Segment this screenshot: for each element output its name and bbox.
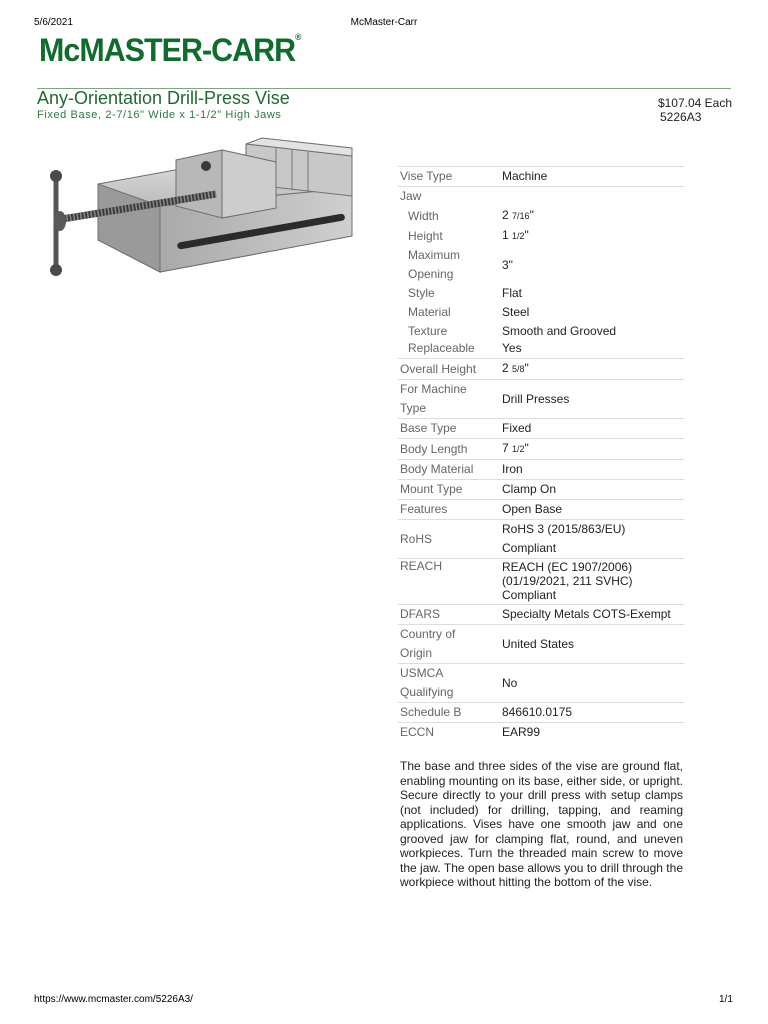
- spec-row-vise-type: [398, 167, 684, 187]
- page-number: 1/1: [719, 994, 733, 1005]
- spec-row-country: [398, 625, 684, 664]
- spec-label: Features: [398, 500, 500, 520]
- spec-value: Steel: [502, 305, 530, 319]
- spec-row-features: [398, 500, 684, 520]
- spec-row-body-material: [398, 460, 684, 480]
- spec-label: USMCA Qualifying: [398, 664, 500, 703]
- spec-value: Smooth and Grooved: [502, 324, 617, 338]
- spec-value: REACH (EC 1907/2006) (01/19/2021, 211 SVHC) Compliant: [500, 559, 684, 605]
- spec-value: 2 7/16": [502, 208, 534, 222]
- product-subtitle: Fixed Base, 2-7/16" Wide x 1-1/2" High Jaws: [37, 109, 282, 121]
- spec-row-height: [398, 226, 684, 246]
- spec-row-material: [398, 303, 684, 322]
- spec-value: Clamp On: [500, 480, 684, 500]
- spec-label: Width: [408, 208, 439, 223]
- spec-row-jaw: [398, 187, 684, 207]
- spec-row-reach: [398, 559, 684, 605]
- spec-row-texture: [398, 322, 684, 341]
- spec-row-eccn: [398, 723, 684, 743]
- spec-value: Flat: [502, 286, 523, 300]
- spec-row-schedule-b: [398, 703, 684, 723]
- spec-value: 3": [502, 257, 513, 272]
- spec-value: EAR99: [502, 725, 541, 739]
- footer-url[interactable]: https://www.mcmaster.com/5226A3/: [34, 994, 193, 1005]
- spec-label: RoHS: [398, 520, 500, 559]
- print-title: McMaster-Carr: [350, 17, 418, 28]
- specifications-table: [398, 166, 684, 742]
- spec-row-style: [398, 284, 684, 303]
- spec-value: Drill Presses: [500, 380, 684, 419]
- spec-value: Iron: [500, 460, 684, 480]
- spec-label: ECCN: [400, 725, 435, 739]
- spec-label: Overall Height: [398, 359, 500, 380]
- spec-row-dfars: [398, 605, 684, 625]
- part-number: 5226A3: [660, 110, 702, 124]
- spec-label: Texture: [408, 324, 448, 338]
- spec-label: Jaw: [400, 189, 422, 203]
- spec-row-rohs: [398, 520, 684, 559]
- spec-value: Machine: [500, 167, 684, 187]
- print-date: 5/6/2021: [34, 17, 73, 28]
- spec-label: Style: [408, 286, 435, 300]
- spec-row-body-length: [398, 439, 684, 460]
- spec-label: Country of Origin: [398, 625, 500, 664]
- spec-value: RoHS 3 (2015/863/EU) Compliant: [500, 520, 684, 559]
- spec-value: 1 1/2": [502, 228, 529, 242]
- spec-row-replaceable: [398, 341, 684, 359]
- product-price: $107.04 Each: [657, 96, 732, 110]
- spec-label: Mount Type: [398, 480, 500, 500]
- spec-row-max-opening: [398, 246, 684, 284]
- spec-value: 7 1/2": [500, 439, 684, 460]
- spec-value: Open Base: [500, 500, 684, 520]
- spec-value: Yes: [500, 341, 684, 359]
- spec-value: 846610.0175: [500, 703, 684, 723]
- spec-row-usmca: [398, 664, 684, 703]
- mcmaster-logo[interactable]: McMASTER-CARR®: [39, 32, 301, 68]
- spec-label: Replaceable: [398, 341, 500, 359]
- spec-value: United States: [500, 625, 684, 664]
- spec-label: REACH: [398, 559, 500, 605]
- spec-value: Fixed: [500, 419, 684, 439]
- spec-row-width: [398, 206, 684, 226]
- spec-label: DFARS: [398, 605, 500, 625]
- spec-row-machine-type: [398, 380, 684, 419]
- spec-row-mount-type: [398, 480, 684, 500]
- spec-label: For Machine Type: [398, 380, 500, 419]
- spec-label: Maximum Opening: [408, 248, 461, 281]
- spec-value: Specialty Metals COTS-Exempt: [500, 605, 684, 625]
- spec-label: Material: [408, 305, 451, 319]
- spec-row-overall-height: [398, 359, 684, 380]
- spec-label: Base Type: [398, 419, 500, 439]
- spec-label: Body Length: [398, 439, 500, 460]
- spec-label: Body Material: [398, 460, 500, 480]
- spec-row-base-type: [398, 419, 684, 439]
- spec-value: 2 5/8": [500, 359, 684, 380]
- drill-press-vise-image: [36, 136, 356, 282]
- spec-label: Vise Type: [398, 167, 500, 187]
- product-description: The base and three sides of the vise are ground flat, enabling mounting on its base, either side, or upright. Secure directly to your drill press with setup clamps (not included) for drilling, tapping, and reaming applications. Vises have one smooth jaw and one grooved jaw for clamping flat, round, and uneven workpieces. Turn the threaded main screw to move the jaw. The open base allows you to drill through the workpiece without hitting the bottom of the vise.: [400, 759, 683, 889]
- spec-value: No: [500, 664, 684, 703]
- spec-label: Height: [408, 228, 443, 243]
- spec-label: Schedule B: [398, 703, 500, 723]
- product-title: Any-Orientation Drill-Press Vise: [37, 88, 290, 108]
